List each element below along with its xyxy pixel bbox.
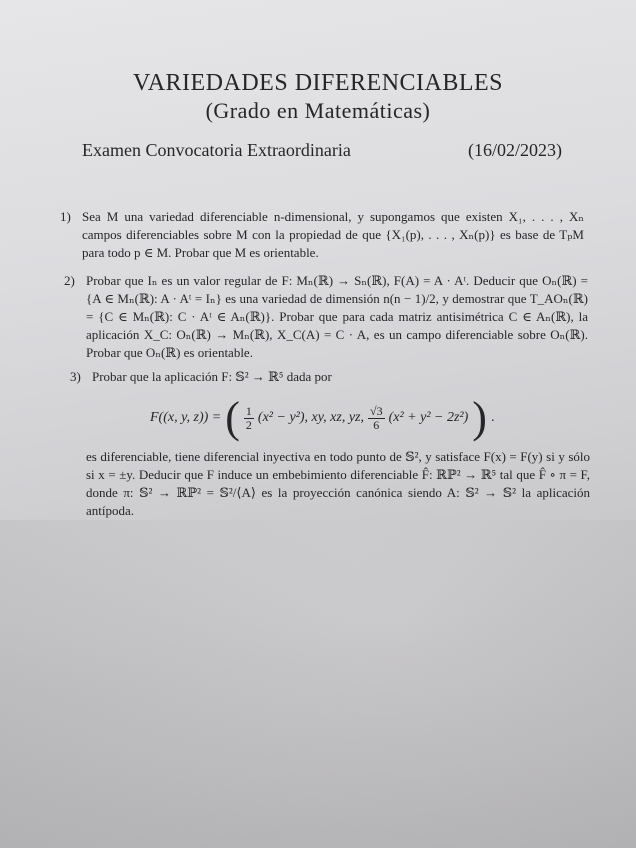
exam-line — [82, 140, 562, 161]
problem-3 — [70, 368, 594, 386]
display-formula — [150, 393, 495, 442]
problem-number: 2) — [64, 273, 75, 288]
formula-part-2: (x² + y² − 2z²) — [388, 410, 469, 425]
paper-shadow — [0, 520, 636, 848]
problem-number: 3) — [70, 369, 81, 384]
fraction-numerator: √3 — [370, 403, 383, 418]
fraction-denominator: 2 — [245, 417, 252, 432]
formula-part-1: (x² − y²), xy, xz, yz, — [257, 410, 364, 425]
problem-3-text: es diferenciable, tiene diferencial inyectiva en todo punto de 𝕊², y satisface F(x) = F(y) si y sólo si x = ±y. Deducir que F induce un embebimiento diferenciable F̂: ℝℙ² → ℝ⁵ tal que F̂ ∘ π = F, donde π: 𝕊² → ℝℙ² = 𝕊²/⟨A⟩ es la proyección canónica siendo A: 𝕊² → 𝕊² la aplicación antípoda. — [86, 449, 590, 518]
formula-end: . — [490, 410, 495, 425]
left-paren: ( — [225, 393, 240, 442]
problem-text: Probar que Iₙ es un valor regular de F: Mₙ(ℝ) → Sₙ(ℝ), F(A) = A · Aᵗ. Deducir que Oₙ(ℝ) = {A ∈ Mₙ(ℝ): A · Aᵗ = Iₙ} es una variedad de dimensión n(n − 1)/2, y demostrar que T_AOₙ(ℝ) = {C ∈ Mₙ(ℝ): C · Aᵗ ∈ Aₙ(ℝ)}. Probar que para cada matriz antisimétrica C ∈ Aₙ(ℝ), la aplicación X_C: Oₙ(ℝ) → Mₙ(ℝ), X_C(A) = C · A, es un campo diferenciable sobre Oₙ(ℝ). Probar que Oₙ(ℝ) es orientable. — [86, 273, 588, 360]
fraction-half — [244, 405, 254, 432]
formula-lhs: F((x, y, z)) = — [150, 410, 222, 425]
problem-1 — [60, 208, 584, 262]
fraction-denominator: 6 — [373, 417, 380, 432]
fraction-numerator: 1 — [245, 403, 252, 418]
problem-text: Sea M una variedad diferenciable n-dimensional, y supongamos que existen X₁, . . . , Xₙ campos diferenciables sobre M con la propiedad de que {X₁(p), . . . , Xₙ(p)} es base de TₚM para todo p ∈ M. Probar que M es orientable. — [82, 209, 584, 260]
problem-intro: Probar que la aplicación F: 𝕊² → ℝ⁵ dada por — [92, 369, 332, 384]
problem-number: 1) — [60, 209, 71, 224]
course-title: VARIEDADES DIFERENCIABLES — [132, 70, 504, 96]
right-paren: ) — [472, 393, 487, 442]
fraction-root3 — [368, 405, 385, 432]
exam-name: Examen Convocatoria Extraordinaria — [82, 140, 351, 160]
course-subtitle: (Grado en Matemáticas) — [205, 98, 431, 123]
problem-2 — [64, 272, 588, 362]
exam-date: (16/02/2023) — [468, 140, 562, 160]
